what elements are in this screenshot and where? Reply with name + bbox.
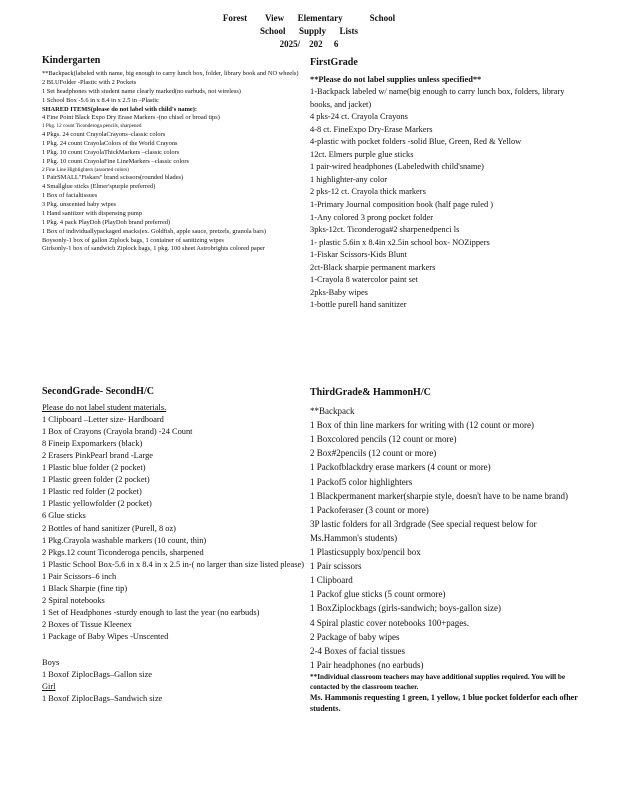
boys-label: Boys xyxy=(42,657,60,667)
list-item: 1 Boxof ZiplocBags–Gallon size xyxy=(42,670,153,680)
teacher-note: **Individual classroom teachers may have additional supplies required. You will be contacted by the classroom teacher. xyxy=(310,672,566,691)
third-grade-section xyxy=(310,386,582,714)
second-grade-section xyxy=(42,386,304,705)
first-grade-section xyxy=(310,57,578,312)
list-item: 1-Primary Journal composition book (half page ruled ) xyxy=(310,200,494,210)
list-item: 2 Bottles of hand sanitizer (Purell, 8 oz) xyxy=(42,523,176,533)
second-grade-note: Please do not label student materials. xyxy=(42,403,167,413)
list-item: 2 Package of baby wipes xyxy=(310,631,400,642)
list-item: 1 Pkg. 4 pack PlayDoh (PlayDoh brand preferred) xyxy=(42,218,171,226)
list-item: 3P lastic folders for all 3rdgrade (See special request below for Ms.Hammon's students) xyxy=(310,518,537,543)
list-item: 2 Pkgs.12 count Ticonderoga pencils, sharpened xyxy=(42,547,204,557)
list-item: 1 Clipboard –Letter size- Hardboard xyxy=(42,415,164,425)
list-item: 1 Plastic red folder (2 pocket) xyxy=(42,487,142,497)
list-item: 1 Set of Headphones -sturdy enough to last the year (no earbuds) xyxy=(42,607,260,617)
list-item: 1 Hand sanitizer with dispensing pump xyxy=(42,209,142,217)
list-item: 1 Package of Baby Wipes -Unscented xyxy=(42,631,169,641)
list-item: 1 pair-wired headphones (Labeledwith child'sname) xyxy=(310,162,484,172)
list-item: 1 Packoferaser (3 count or more) xyxy=(310,504,429,515)
header-list-title: School Supply Lists xyxy=(259,26,359,36)
list-item: 8 Fineip Expomarkers (black) xyxy=(42,439,143,449)
list-item: 2pks-Baby wipes xyxy=(310,287,368,297)
list-item: 1 Pair Scissors–6 inch xyxy=(42,571,117,581)
second-grade-title: SecondGrade- SecondH/C xyxy=(42,386,154,397)
list-item: 1 Packof5 color highlighters xyxy=(310,476,413,487)
list-item: 1-Any colored 3 prong pocket folder xyxy=(310,212,434,222)
header-school-name: Forest View Elementary School xyxy=(222,13,396,23)
page-header xyxy=(0,12,618,51)
list-item: 1 Boxof ZiplocBags–Sandwich size xyxy=(42,694,163,704)
list-item: **Backpack(labeled with name, big enough to carry lunch box, folder, library book and NO wheels) xyxy=(42,69,299,77)
list-item: 3 Pkg. unscented baby wipes xyxy=(42,200,117,208)
list-item: 2 Box#2pencils (12 count or more) xyxy=(310,448,437,459)
list-item: 1 Pkg. 10 count CrayolaThickMarkers –classic colors xyxy=(42,148,180,156)
list-item: 4 Smallglue sticks (Elmer'spurple preferred) xyxy=(42,183,156,191)
list-item: 2 Fine Line Highlighters (assorted colors) xyxy=(42,166,129,173)
list-item: 4-8 ct. FineExpo Dry-Erase Markers xyxy=(310,124,433,134)
shared-items-heading: SHARED ITEMS(please do not label with child's name): xyxy=(42,105,197,113)
girl-label: Girl xyxy=(42,682,56,692)
list-item: 1 Clipboard xyxy=(310,575,353,586)
list-item: 3pks-12ct. Ticonderoga#2 sharpenedpenci ls xyxy=(310,225,460,235)
list-item: 2 Erasers PinkPearl brand -Large xyxy=(42,451,154,461)
list-item: 1 highlighter-any color xyxy=(310,174,388,184)
list-item: 1-Fiskar Scissors-Kids Blunt xyxy=(310,250,407,260)
list-item: 1-Crayola 8 watercolor paint set xyxy=(310,275,418,285)
list-item: 1 Pair headphones (no earbuds) xyxy=(310,659,424,670)
list-item: 1 Box of Crayons (Crayola brand) -24 Count xyxy=(42,427,193,437)
list-item: Boysonly-1 box of gallon Ziplock bags, 1 container of sanitizing wipes xyxy=(42,236,224,244)
list-item: 1 Packof glue sticks (5 count ormore) xyxy=(310,589,446,600)
list-item: 2 Boxes of Tissue Kleenex xyxy=(42,619,132,629)
list-item: 2ct-Black sharpie permanent markers xyxy=(310,262,436,272)
list-item: 1-Backpack labeled w/ name(big enough to carry lunch box, folders, library books, and jacket) xyxy=(310,87,565,109)
list-item: 1 PairSMALL"Fiskars" brand scissors(rounded blades) xyxy=(42,174,184,182)
list-item: 12ct. Elmers purple glue sticks xyxy=(310,149,414,159)
header-school-year: 2025/ 202 6 xyxy=(279,39,339,49)
third-grade-title: ThirdGrade& HammonH/C xyxy=(310,387,431,398)
list-item: 4-plastic with pocket folders -solid Blue, Green, Red & Yellow xyxy=(310,137,522,147)
list-item: 2 BLUFolder -Plastic with 2 Pockets xyxy=(42,78,137,86)
list-item: **Backpack xyxy=(310,406,355,417)
list-item: 1 Pkg. 24 count CrayolaColors of the World Crayons xyxy=(42,139,178,147)
list-item: 4 Fine Point Black Expo Dry Erase Markers -(no chisel or broad tips) xyxy=(42,114,220,122)
list-item: 4 pks-24 ct. Crayola Crayons xyxy=(310,112,408,122)
list-item: 1 Box of individuallypackaged snacks(ex. Goldfish, apple sauce, pretzels, granola bars) xyxy=(42,227,266,235)
list-item: 1 Set headphones with student name clearly marked(no earbuds, not wireless) xyxy=(42,87,241,95)
list-item: 4 Pkgs. 24 count CrayolaCrayons–classic colors xyxy=(42,130,166,138)
list-item: 1 BoxZiplockbags (girls-sandwich; boys-gallon size) xyxy=(310,603,501,614)
list-item: 1 Plastic yellowfolder (2 pocket) xyxy=(42,499,152,509)
list-item: 1 Plastic green folder (2 pocket) xyxy=(42,475,150,485)
list-item: Girlsonly-1 box of sandwich Ziplock bags, 1 pkg. 100 sheet Astrobrights colored paper xyxy=(42,245,265,253)
list-item: 1 Packofblackdry erase markers (4 count or more) xyxy=(310,462,491,473)
kindergarten-title: Kindergarten xyxy=(42,55,101,66)
list-item: 1 Boxcolored pencils (12 count or more) xyxy=(310,434,457,445)
list-item: 1- plastic 5.6in x 8.4in x2.5in school box- NOZippers xyxy=(310,237,490,247)
list-item: 1 Black Sharpie (fine tip) xyxy=(42,583,128,593)
list-item: 1 Pkg.Crayola washable markers (10 count, thin) xyxy=(42,535,207,545)
first-grade-title: FirstGrade xyxy=(310,57,358,68)
first-grade-note: **Please do not label supplies unless specified** xyxy=(310,74,482,84)
list-item: 1 Pkg. 10 count CrayolaFine LineMarkers –classic colors xyxy=(42,157,189,165)
list-item: 1 Blackpermanent marker(sharpie style, doesn't have to be name brand) xyxy=(310,490,569,501)
list-item: 1 Plastic School Box-5.6 in x 8.4 in x 2.5 in-( no larger than size listed please) xyxy=(42,559,304,569)
list-item: 6 Glue sticks xyxy=(42,511,86,521)
list-item: 2 pks-12 ct. Crayola thick markers xyxy=(310,187,426,197)
list-item: 1 School Box -5.6 in x 8.4 in x 2.5 in –Plastic xyxy=(42,96,159,104)
list-item: 1-bottle purell hand sanitizer xyxy=(310,300,407,310)
spacer xyxy=(42,643,304,657)
list-item: 1 Plastic blue folder (2 pocket) xyxy=(42,463,146,473)
list-item: 4 Spiral plastic cover notebooks 100+pages. xyxy=(310,617,470,628)
list-item: 1 Box of thin line markers for writing with (12 count or more) xyxy=(310,420,534,431)
list-item: 2 Spiral notebooks xyxy=(42,595,105,605)
list-item: 1 Pkg. 12 count Ticonderoga pencils, sharpened xyxy=(42,123,142,130)
list-item: 1 Pair scissors xyxy=(310,561,362,572)
list-item: 2-4 Boxes of facial tissues xyxy=(310,645,405,656)
list-item: 1 Box of facialtissues xyxy=(42,191,98,199)
kindergarten-section xyxy=(42,57,304,254)
list-item: 1 Plasticsupply box/pencil box xyxy=(310,547,421,558)
hammon-request-note: Ms. Hammonis requesting 1 green, 1 yellow, 1 blue pocket folderfor each ofher students. xyxy=(310,692,578,713)
